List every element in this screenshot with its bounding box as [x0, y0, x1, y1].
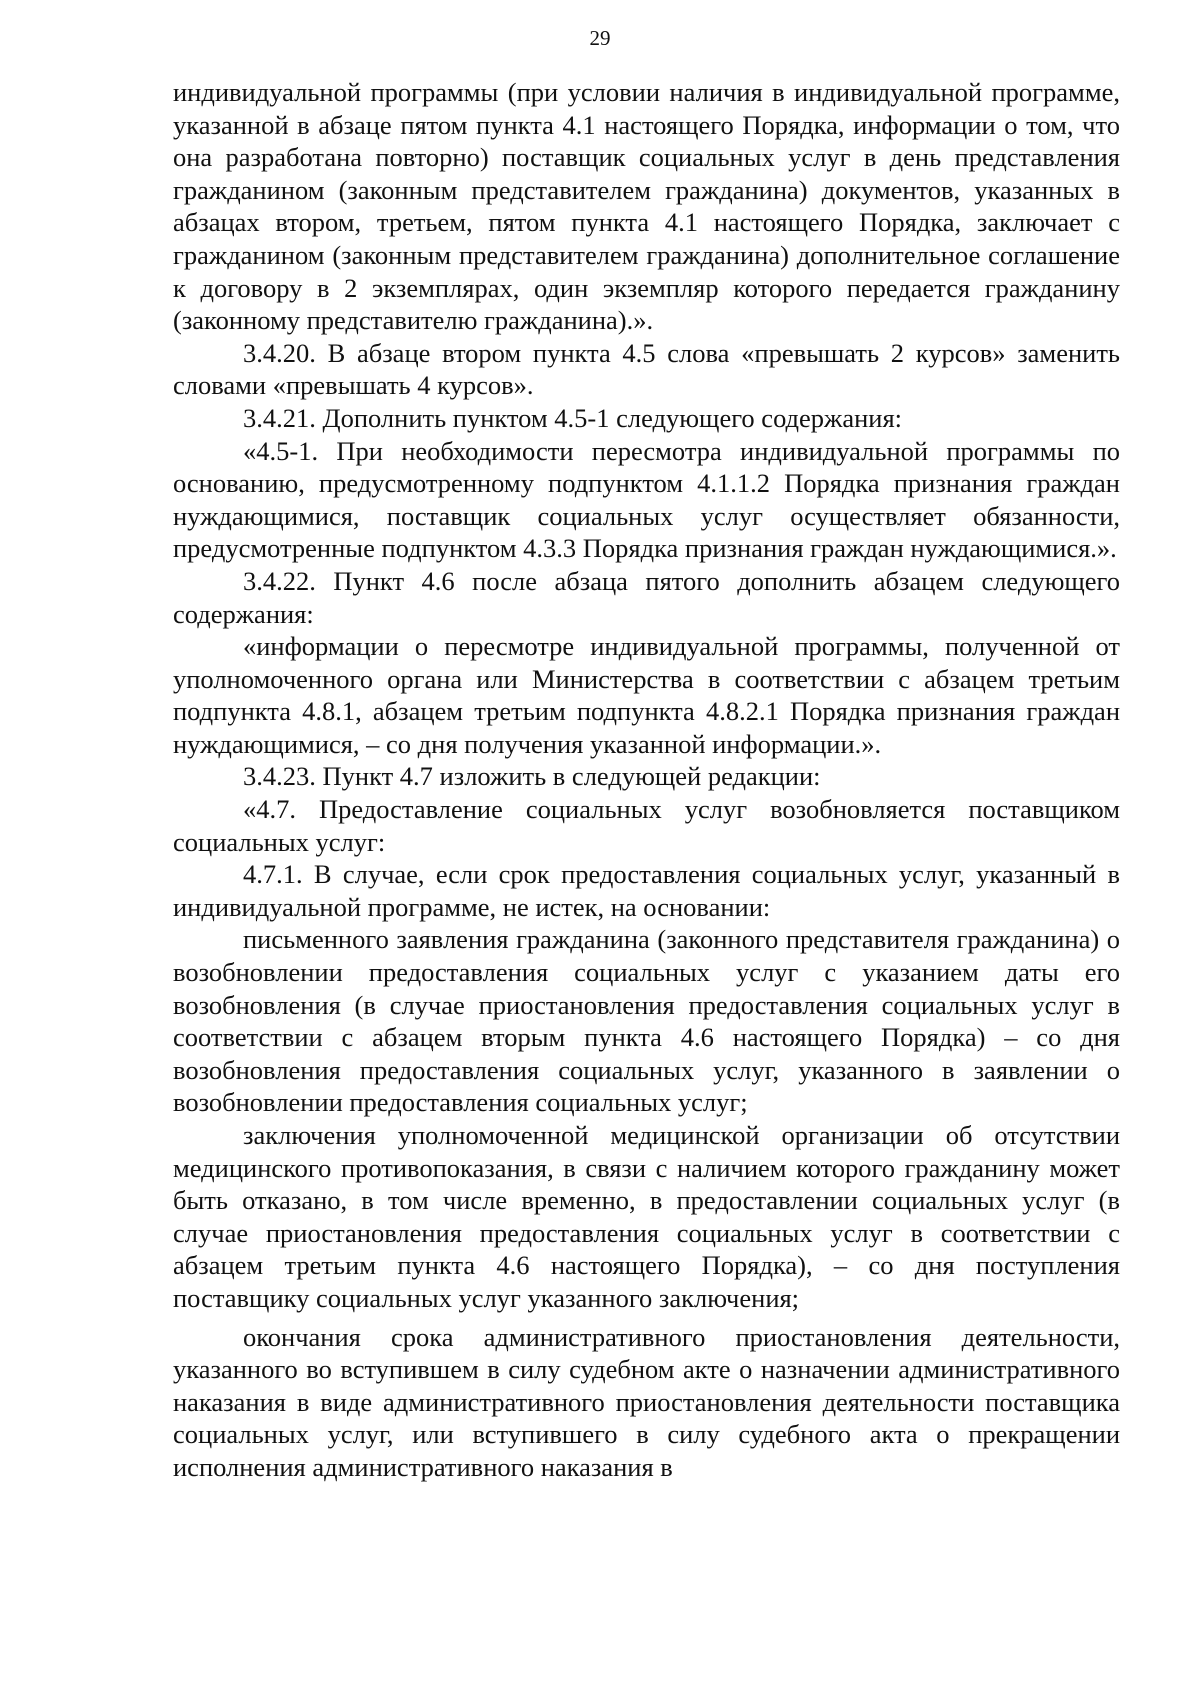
paragraph-3-4-20: 3.4.20. В абзаце втором пункта 4.5 слова «превышать 2 курсов» заменить словами «превышать 4 курсов».: [173, 337, 1120, 401]
paragraph-written-application: письменного заявления гражданина (законного представителя гражданина) о возобновлении предоставления социальных услуг с указанием даты его возобновления (в случае приостановления предоставления социальных услуг в соответствии с абзацем вторым пункта 4.6 настоящего Порядка) – со дня возобновления предоставления социальных услуг, указанного в заявлении о возобновлении предоставления социальных услуг;: [173, 924, 1120, 1118]
paragraph-3-4-23: 3.4.23. Пункт 4.7 изложить в следующей редакции:: [243, 761, 821, 792]
paragraph-continuation: индивидуальной программы (при условии наличия в индивидуальной программе, указанной в абзаце пятом пункта 4.1 настоящего Порядка, информации о том, что она разработана повторно) поставщик социальных услуг в день представления гражданином (законным представителем гражданина) документов, указанных в абзацах втором, третьем, пятом пункта 4.1 настоящего Порядка, заключает с гражданином (законным представителем гражданина) дополнительное соглашение к договору в 2 экземплярах, один экземпляр которого передается гражданину (законному представителю гражданина).».: [173, 77, 1120, 336]
paragraph-4-5-1: «4.5-1. При необходимости пересмотра индивидуальной программы по основанию, предусмотренному подпунктом 4.1.1.2 Порядка признания граждан нуждающимися, поставщик социальных услуг осуществляет обязанности, предусмотренные подпунктом 4.3.3 Порядка признания граждан нуждающимися.».: [173, 435, 1120, 564]
page-number: 29: [589, 26, 611, 50]
document-body: [173, 76, 1120, 1484]
paragraph-4-7-1: 4.7.1. В случае, если срок предоставления социальных услуг, указанный в индивидуальной программе, не истек, на основании:: [173, 859, 1120, 922]
paragraph-suspension-end: окончания срока административного приостановления деятельности, указанного во вступившем в силу судебном акте о назначении административного наказания в виде административного приостановления деятельности поставщика социальных услуг, или вступившего в силу судебного акта о прекращении исполнения административного наказания в: [173, 1321, 1120, 1482]
paragraph-3-4-21: 3.4.21. Дополнить пунктом 4.5-1 следующего содержания:: [243, 402, 903, 433]
paragraph-medical-conclusion: заключения уполномоченной медицинской организации об отсутствии медицинского противопоказания, в связи с наличием которого гражданину может быть отказано, в том числе временно, в предоставлении социальных услуг (в случае приостановления предоставления социальных услуг в соответствии с абзацем третьим пункта 4.6 настоящего Порядка), – со дня поступления поставщику социальных услуг указанного заключения;: [173, 1120, 1120, 1313]
paragraph-info-revision: «информации о пересмотре индивидуальной программы, полученной от уполномоченного органа или Министерства в соответствии с абзацем третьим подпункта 4.8.1, абзацем третьим подпункта 4.8.2.1 Порядка признания граждан нуждающимися, – со дня получения указанной информации.».: [173, 631, 1120, 759]
paragraph-3-4-22: 3.4.22. Пункт 4.6 после абзаца пятого дополнить абзацем следующего содержания:: [173, 565, 1120, 629]
paragraph-4-7: «4.7. Предоставление социальных услуг возобновляется поставщиком социальных услуг:: [173, 794, 1120, 857]
